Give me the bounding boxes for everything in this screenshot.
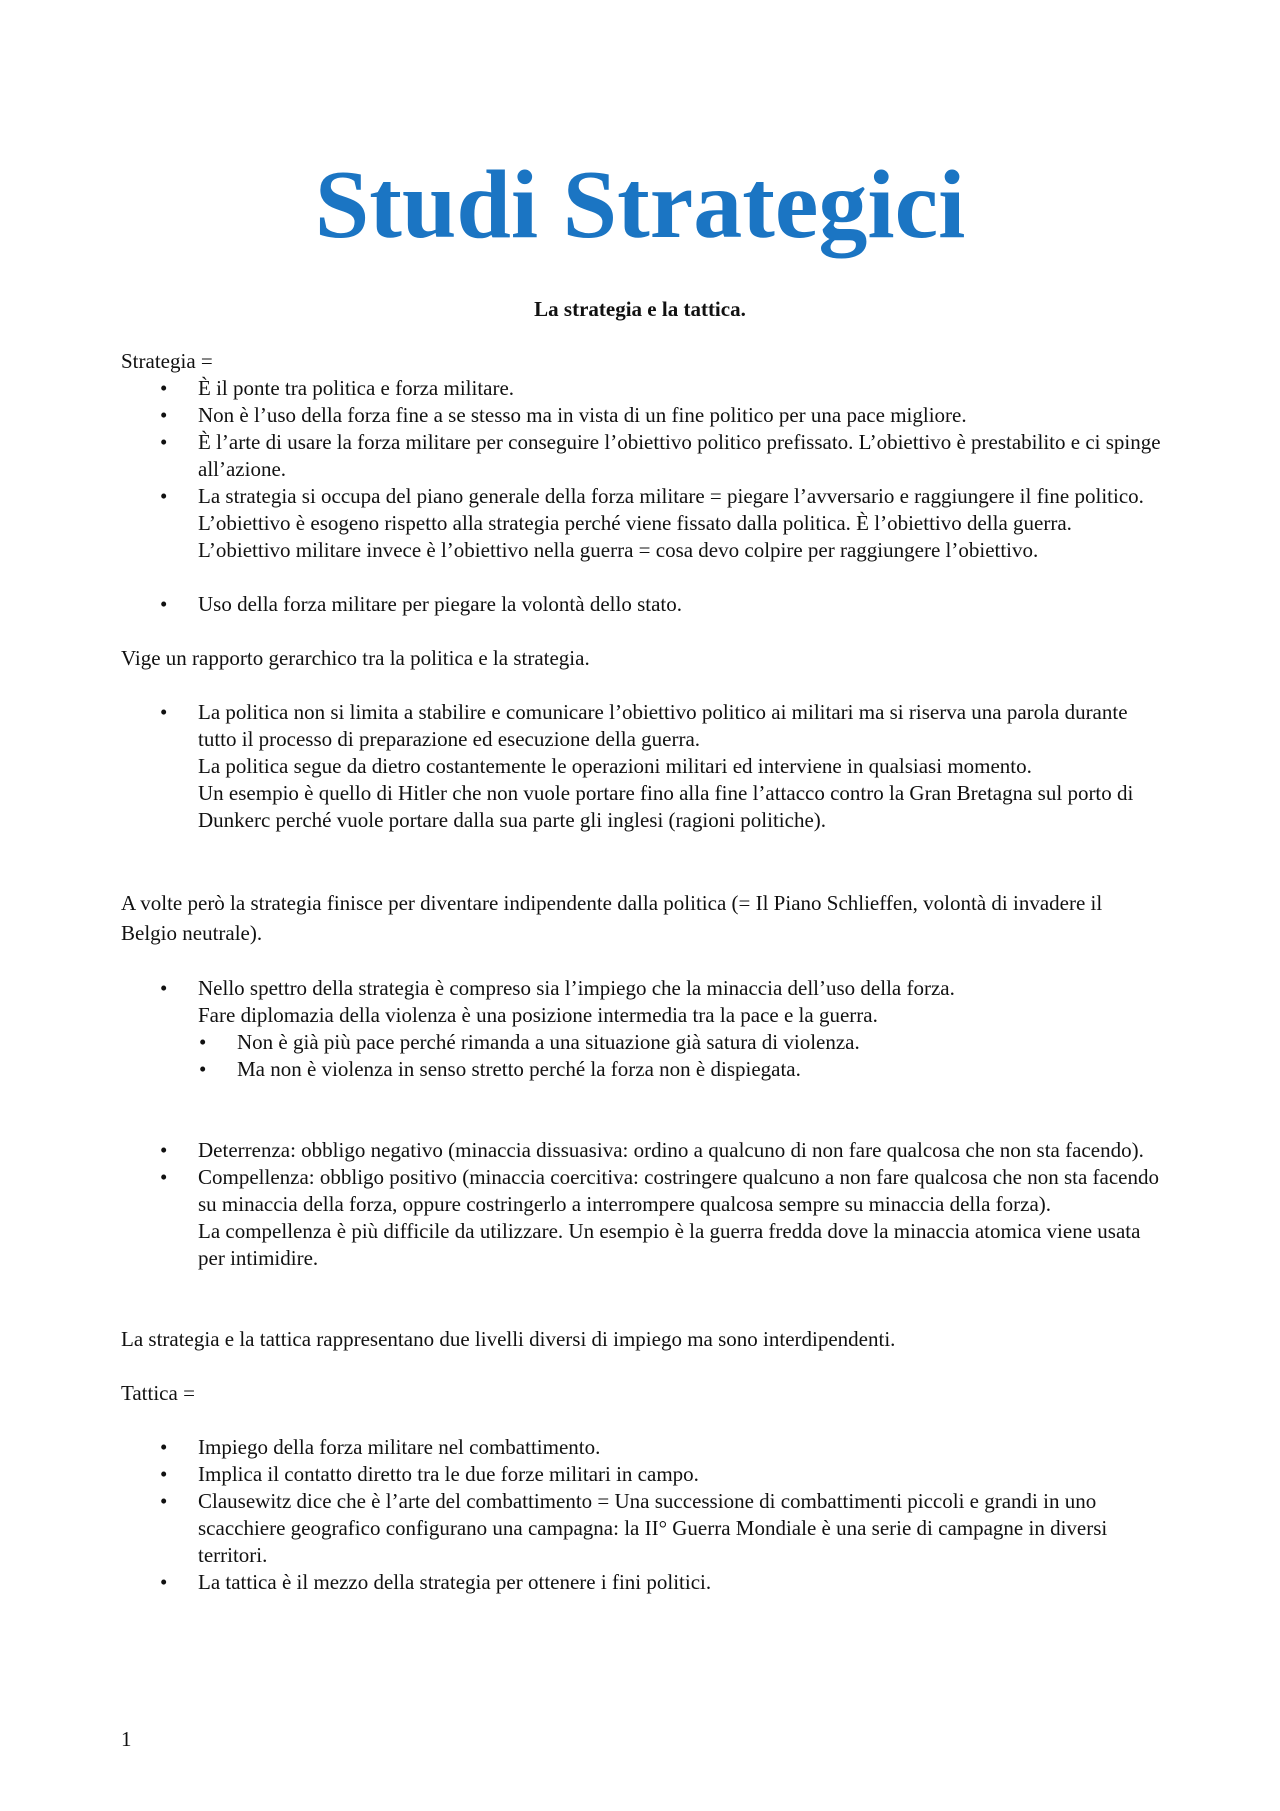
paragraph-livelli: La strategia e la tattica rappresentano due livelli diversi di impiego ma sono interdipendenti.	[121, 1327, 896, 1351]
bullet-icon: •	[160, 976, 168, 1000]
bullet-icon: •	[160, 376, 168, 400]
document-body	[121, 348, 1161, 1596]
bullet-icon: •	[160, 1570, 168, 1594]
strategia-list	[121, 375, 1161, 564]
list-item: • Deterrenza: obbligo negativo (minaccia dissuasiva: ordino a qualcuno di non fare qualcosa che non sta facendo).	[160, 1138, 1144, 1162]
list-item: • Uso della forza militare per piegare la volontà dello stato.	[160, 592, 682, 616]
page-number: 1	[121, 1727, 132, 1751]
bullet-icon: •	[160, 430, 168, 454]
list-item: • È l’arte di usare la forza militare per conseguire l’obiettivo politico prefissato. L’obiettivo è prestabilito e ci spinge all’azione.	[160, 430, 1161, 481]
bullet-icon: •	[160, 1489, 168, 1513]
bullet-icon: •	[160, 1435, 168, 1459]
bullet-icon: •	[160, 1165, 168, 1189]
list-item: • È il ponte tra politica e forza militare.	[160, 376, 515, 400]
bullet-icon: •	[160, 1462, 168, 1486]
list-item: • Non è l’uso della forza fine a se stesso ma in vista di un fine politico per una pace migliore.	[160, 403, 967, 427]
list-item: • Clausewitz dice che è l’arte del combattimento = Una successione di combattimenti piccoli e grandi in uno scacchiere geografico configurano una campagna: la II° Guerra Mondiale è una serie di campagne in diversi territori.	[160, 1489, 1108, 1567]
list-item: • Implica il contatto diretto tra le due forze militari in campo.	[160, 1462, 699, 1486]
bullet-icon: •	[160, 403, 168, 427]
tattica-list	[121, 1434, 1161, 1596]
spettro-sub-list	[121, 1029, 1161, 1083]
obblighi-list	[121, 1137, 1161, 1272]
paragraph-rapporto: Vige un rapporto gerarchico tra la politica e la strategia.	[121, 646, 590, 670]
paragraph-avolte: A volte però la strategia finisce per diventare indipendente dalla politica (= Il Piano Schlieffen, volontà di invadere il Belgio neutrale).	[121, 891, 1103, 945]
list-item: • La strategia si occupa del piano generale della forza militare = piegare l’avversario e raggiungere il fine politico. L’obiettivo è esogeno rispetto alla strategia perché viene fissato dalla politica. È l’obiettivo della guerra. L’obiettivo militare invece è l’obiettivo nella guerra = cosa devo colpire per raggiungere l’obiettivo.	[160, 484, 1144, 562]
tattica-label: Tattica =	[121, 1381, 195, 1405]
strategia-extra-list	[121, 591, 1161, 618]
spettro-list	[121, 975, 1161, 1029]
list-item: • Ma non è violenza in senso stretto perché la forza non è dispiegata.	[199, 1057, 801, 1081]
bullet-icon: •	[160, 700, 168, 724]
politica-list	[121, 699, 1161, 834]
list-item: • Impiego della forza militare nel combattimento.	[160, 1435, 601, 1459]
bullet-icon: •	[160, 484, 168, 508]
strategia-label: Strategia =	[121, 349, 213, 373]
bullet-icon: •	[160, 592, 168, 616]
bullet-icon: •	[199, 1030, 207, 1054]
list-item: • Non è già più pace perché rimanda a una situazione già satura di violenza.	[199, 1030, 860, 1054]
document-subtitle: La strategia e la tattica.	[534, 297, 746, 321]
list-item: • La tattica è il mezzo della strategia per ottenere i fini politici.	[160, 1570, 712, 1594]
list-item: • Nello spettro della strategia è compreso sia l’impiego che la minaccia dell’uso della forza. Fare diplomazia della violenza è una posizione intermedia tra la pace e la guerra.	[160, 976, 955, 1027]
list-item: • La politica non si limita a stabilire e comunicare l’obiettivo politico ai militari ma si riserva una parola durante tutto il processo di preparazione ed esecuzione della guerra. La politica segue da dietro costantemente le operazioni militari ed interviene in qualsiasi momento. Un esempio è quello di Hitler che non vuole portare fino alla fine l’attacco contro la Gran Bretagna sul porto di Dunkerc perché vuole portare dalla sua parte gli inglesi (ragioni politiche).	[160, 700, 1134, 832]
list-item: • Compellenza: obbligo positivo (minaccia coercitiva: costringere qualcuno a non fare qualcosa che non sta facendo su minaccia della forza, oppure costringerlo a interrompere qualcosa sempre su minaccia della forza). La compellenza è più difficile da utilizzare. Un esempio è la guerra fredda dove la minaccia atomica viene usata per intimidire.	[160, 1165, 1159, 1270]
bullet-icon: •	[160, 1138, 168, 1162]
bullet-icon: •	[199, 1057, 207, 1081]
document-title: Studi Strategici	[314, 151, 966, 259]
